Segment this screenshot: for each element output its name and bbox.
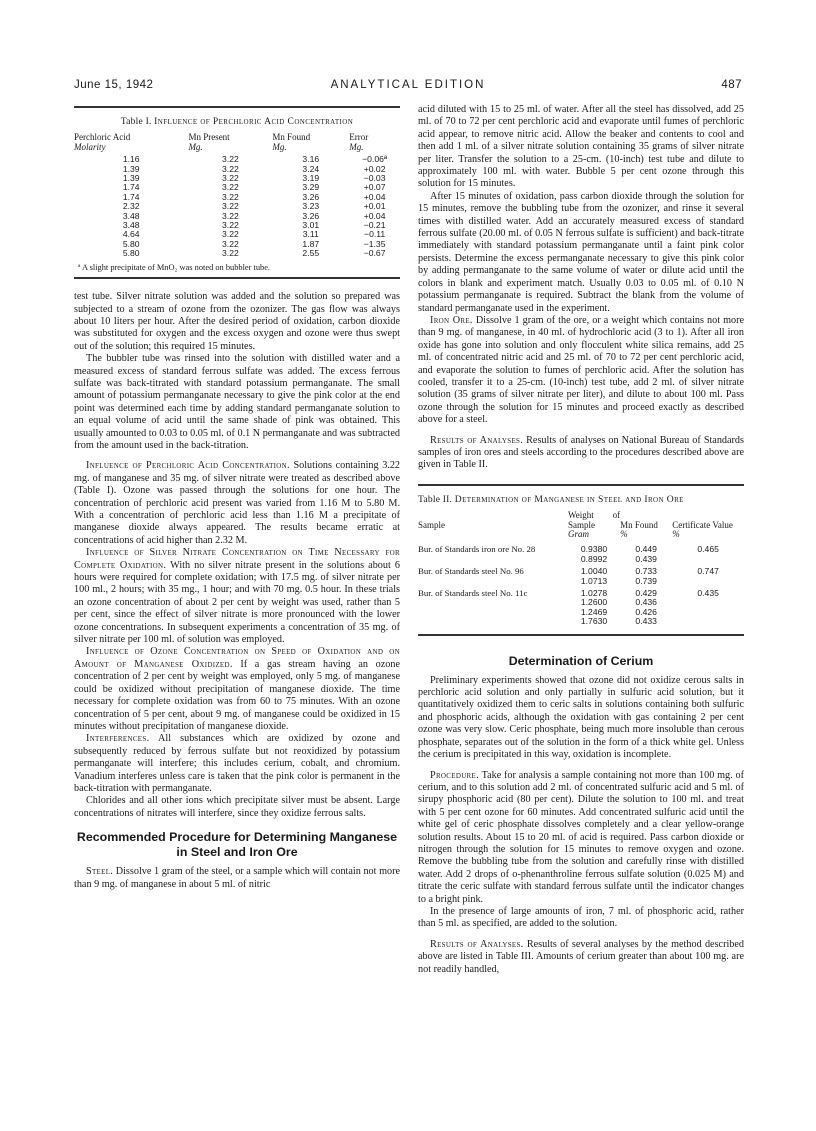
table2-grid [418, 511, 744, 626]
runin-heading: Influence of Perchloric Acid Concentration. [86, 460, 290, 472]
table-row [418, 586, 744, 627]
table1-unit-mg: Mg. [272, 141, 287, 152]
table1 [74, 108, 400, 277]
table1-col-found: Mn Found [272, 132, 311, 143]
paragraph-text: Dissolve 1 gram of the ore, or a weight which contains not more than 9 mg. of manganese, in 40 ml. of hydrochloric acid (3 to 1). After all iron oxide has gone into solution and only flocculent white silica remains, add 25 ml. of concentrated nitric acid and 25 ml. of 70 to 72 per cent perchloric acid, and evaporate the solution to fumes of perchloric acid. After the solution has cooled, transfer it to a 25-cm. (10-inch) test tube, add 2 ml. of silver nitrate solution (35 grams of silver nitrate per liter), and dilute to about 100 ml. Pass ozone through the solution for 15 minutes and proceed exactly as described above for a steel. [418, 314, 744, 426]
table-value: 1.0040 [580, 566, 608, 577]
paragraph [74, 866, 400, 891]
table-value: 0.429 [635, 588, 657, 599]
table2-col-found: Mn Found [620, 519, 658, 530]
table2 [418, 486, 744, 630]
table-cell: 3.22 [222, 220, 239, 231]
table-cell: −0.06ª [362, 154, 388, 165]
table-value: 0.436 [635, 597, 657, 608]
larger-text-block [74, 460, 400, 820]
table-cell [620, 542, 672, 564]
paragraph [74, 733, 400, 795]
runin-heading: Results of Analyses. [430, 938, 524, 950]
table2-unit-blank [418, 530, 568, 542]
runin-heading: Procedure. [430, 769, 479, 781]
table-cell: 0.747 [697, 566, 719, 577]
table-cell: −1.35 [363, 238, 386, 249]
table-cell: 3.11 [302, 229, 319, 240]
table2-caption [418, 494, 744, 506]
table-cell: 3.22 [222, 238, 239, 249]
larger-text-block [418, 675, 744, 762]
table-cell: −0.21 [363, 220, 386, 231]
table-cell: +0.02 [363, 163, 386, 174]
table-value: 0.439 [635, 553, 657, 564]
table2-unit-percent: % [672, 529, 680, 539]
paragraph-text: Dissolve 1 gram of the steel, or a sample which will contain not more than 9 mg. of manganese in about 5 ml. of nitric [74, 866, 401, 890]
table-value: 1.2469 [580, 606, 608, 617]
paragraph: Chlorides and all other ions which precipitate silver must be absent. Large concentrations of nitrates will interfere, since they oxidize ferrous salts. [74, 795, 400, 819]
table-cell: Bur. of Standards steel No. 11c [418, 588, 528, 599]
table1-caption [74, 116, 400, 128]
table1-col-error: Error [349, 132, 369, 143]
paragraph: test tube. Silver nitrate solution was added and the solution so prepared was subjected to a stream of ozone from the ozonizer. The gas flow was always about 10 liters per hour. After the desired period of oxidation, carbon dioxide was substituted for oxygen and the excess oxygen and ozone were thus swept out of the solution; this required 15 minutes. [74, 291, 400, 352]
table-cell: Bur. of Standards steel No. 96 [418, 566, 524, 577]
table-cell: 1.16 [122, 154, 140, 165]
table1-unit-molarity: Molarity [74, 141, 106, 152]
paragraph-text: If a gas stream having an ozone concentration of 2 per cent by weight was employed, only 5 mg. of manganese could be oxidized without precipitation of manganese dioxide. The time necessary for complete oxidation was from 60 to 75 minutes. With an ozone concentration of 5 per cent, about 9 mg. of manganese could be oxidized in 15 minutes without precipitation of manganese dioxide. [74, 658, 400, 732]
table-cell: 0.465 [697, 544, 719, 555]
table-cell: 3.19 [302, 173, 320, 184]
table-cell [568, 586, 620, 627]
table2-col-cert: Certificate Value [672, 519, 733, 530]
paragraph-text: Results of several analyses by the method described above are listed in Table III. Amounts of cerium greater than about 100 mg. are not readily handled, [418, 938, 744, 975]
table-cell: 1.87 [302, 238, 320, 249]
table2-unit-percent: % [620, 529, 628, 539]
table2-bottom-rule [418, 634, 744, 636]
paragraph: acid diluted with 15 to 25 ml. of water. After all the steel has dissolved, add 25 ml. of 70 to 72 per cent perchloric acid and evaporate until fumes of perchloric acid appear, to remove nitric acid. Allow the beaker and contents to cool and then add 1 ml. of a silver nitrate solution containing 35 grams of silver nitrate per liter. Transfer the solution to a 25-cm. (10-inch) test tube and dilute to approximately 100 ml. with water. Bubble 5 per cent ozone through this solution for 15 minutes. [418, 104, 744, 190]
table-cell: 3.22 [222, 163, 239, 174]
table-value: 0.426 [635, 606, 657, 617]
paragraph-text: With no silver nitrate present in the solutions about 6 hours were required for complete oxidation; with 17.5 mg. of silver nitrate per 100 ml., 2 hours; with 35 mg., 1 hour; and with 70 mg. 0.5 hour. In these trials an ozone concentration of about 2 per cent by weight was used, rather than 5 per cent, since the effect of silver nitrate is more pronounced with the lower ozone concentrations. In subsequent experiments a concentration of 35 mg. of silver nitrate per 100 ml. of solution was employed. [74, 559, 400, 646]
table1-col-present: Mn Present [188, 132, 230, 143]
runin-heading: Iron Ore. [430, 314, 473, 326]
table2-col-sample: Sample [418, 519, 445, 530]
table-cell: 3.16 [302, 154, 320, 165]
table-cell: 3.22 [222, 210, 239, 221]
table-cell [568, 564, 620, 586]
table-cell: 1.74 [122, 191, 140, 202]
table-cell: 1.39 [122, 163, 140, 174]
table-value: 1.2600 [580, 597, 608, 608]
table-value: 1.0278 [580, 588, 608, 599]
table-cell: 2.55 [302, 248, 320, 259]
table-cell: 3.48 [122, 220, 140, 231]
table-row [74, 249, 400, 258]
left-column [74, 104, 400, 891]
paragraph [74, 547, 400, 646]
issue-date: June 15, 1942 [74, 79, 154, 91]
table-cell: 3.01 [302, 220, 320, 231]
right-column [418, 104, 744, 976]
table-cell: +0.01 [363, 201, 386, 212]
table-cell: 3.48 [122, 210, 140, 221]
table-cell: 3.22 [222, 248, 239, 259]
table-value: 0.449 [635, 544, 657, 555]
table-cell: 3.22 [222, 229, 239, 240]
table-value: 1.0713 [580, 575, 608, 586]
table-cell: 3.23 [302, 201, 320, 212]
paragraph [418, 770, 744, 906]
table-cell: 3.26 [302, 191, 320, 202]
table-cell: Bur. of Standards iron ore No. 28 [418, 544, 536, 555]
table-cell: 3.29 [302, 182, 320, 193]
page-number: 487 [721, 79, 742, 91]
table-cell: 3.22 [222, 154, 239, 165]
runin-heading: Interferences. [86, 733, 150, 745]
table-cell [620, 586, 672, 627]
paragraph [418, 435, 744, 472]
table-value: 0.9380 [580, 544, 608, 555]
table-cell: 3.22 [222, 173, 239, 184]
runin-heading: Influence of Ozone Concentration on Speed of Oxidation and on Amount of Manganese Oxidized. [74, 646, 400, 670]
table-value: 0.739 [635, 575, 657, 586]
table-cell [620, 564, 672, 586]
table-cell: −0.11 [364, 229, 386, 240]
table1-unit-mg: Mg. [188, 141, 203, 152]
table-cell: 4.64 [122, 229, 140, 240]
table-cell: 3.24 [302, 163, 320, 174]
table2-col-weight: Weight of Sample [567, 510, 621, 530]
table-cell: 1.74 [122, 182, 140, 193]
paragraph: In the presence of large amounts of iron, 7 ml. of phosphoric acid, rather than 5 ml. as specified, are added to the solution. [418, 905, 744, 930]
paragraph-text: Solutions containing 3.22 mg. of manganese and 35 mg. of silver nitrate were treated as described above (Table I). Ozone was passed through the solutions for one hour. The concentration of perchloric acid present was varied from 1.16 M to 5.80 M. With a concentration of perchloric acid less than 1.16 M a precipitate of manganese dioxide always appeared. The results became erratic at concentrations of acid higher than 2.32 M. [74, 460, 401, 546]
table1-col-acid: Perchloric Acid [74, 132, 131, 143]
paragraph [74, 460, 400, 547]
table-cell: 1.39 [122, 173, 140, 184]
runin-heading: Steel. [86, 866, 114, 878]
paragraph: The bubbler tube was rinsed into the solution with distilled water and a measured excess of standard ferrous sulfate was added. The excess ferrous sulfate was back-titrated with standard potassium permanganate. The small amount of potassium permanganate necessary to give the pink color at the end point was determined each time by adding standard permanganate solution to an equal volume of acid until the same shade of pink was obtained. This usually amounted to 0.03 to 0.05 ml. of 0.1 N permanganate and was subtracted from the amount used in the back-titration. [74, 353, 400, 451]
table1-label: Table I. [120, 116, 152, 127]
table-cell: 5.80 [122, 238, 140, 249]
running-header [74, 79, 742, 95]
runin-heading: Influence of Silver Nitrate Concentration on Time Necessary for Complete Oxidation. [74, 547, 400, 571]
paragraph-text: Take for analysis a sample containing not more than 100 mg. of cerium, and to this solution add 2 ml. of concentrated sulfuric acid and 5 ml. of sirupy phosphoric acid (80 per cent). Dilute the solution to 100 ml. and treat with 5 per cent ozone for 60 minutes. Add concentrated sulfuric acid until the white gel of ceric phosphate dissolves completely and a clear yellow-orange solution results. About 15 to 20 ml. of acid is required. Pass carbon dioxide or nitrogen through the solution for 15 minutes to remove oxygen and ozone. Remove the bubbling tube from the solution and carefully rinse with distilled water. Add 2 drops of o-phenanthroline ferrous sulfate solution (0.025 M) and titrate the ceric sulfate with standard ferrous sulfate until the indicator changes to a bright pink. [418, 769, 744, 905]
table-cell: 3.26 [302, 210, 320, 221]
paragraph: After 15 minutes of oxidation, pass carbon dioxide through the solution for 15 minutes, remove the bubbling tube from the ozonizer, and rinse it several times with distilled water. Add an accurately measured excess of standard ferrous sulfate (20.00 ml. of 0.05 N ferrous sulfate is sufficient) and back-titrate immediately with standard potassium permanganate until a faint pink color persists. Determine the excess permanganate necessary to give this pink color by adding permanganate to the same volume of water or dilute acid until the colors in blank and experiment match. Usually 0.03 to 0.05 ml. of 0.10 N potassium permanganate is required. Subtract the blank from the volume of standard permanganate used in the experiment. [418, 190, 744, 314]
table1-title: Influence of Perchloric Acid Concentration [154, 116, 354, 127]
table2-title: Determination of Manganese in Steel and Iron Ore [454, 493, 684, 505]
paragraph-text: Results of analyses on National Bureau of Standards samples of iron ores and steels according to the procedures described above are given in Table II. [418, 434, 744, 471]
table2-unit-gram: Gram [567, 529, 589, 539]
table-value: 0.733 [635, 566, 657, 577]
table2-label: Table II. [418, 493, 453, 505]
section-heading-cerium: Determination of Cerium [508, 653, 654, 668]
runin-heading: Results of Analyses. [430, 434, 524, 446]
table-cell: 0.435 [697, 588, 719, 599]
journal-title: ANALYTICAL EDITION [330, 79, 486, 91]
table-cell: 2.32 [122, 201, 140, 212]
section-heading-manganese-procedure: Recommended Procedure for Determining Manganese in Steel and Iron Ore [76, 830, 398, 860]
paragraph: Preliminary experiments showed that ozone did not oxidize cerous salts in perchloric acid solution and only partially in sulfuric acid solution, but it quantitatively oxidized them to ceric salts in solutions containing both sulfuric and phosphoric acids, although the oxidation with gas containing 2 per cent ozone was very slow. Ceric phosphate, being much more insoluble than cerous phosphate, separates out of the solution in the form of a thick white gel. Unless the cerium is precipitated in this way, oxidation is incomplete. [418, 674, 744, 761]
table-cell: 3.22 [222, 182, 239, 193]
table-cell: −0.03 [363, 173, 386, 184]
table-row [418, 542, 744, 564]
table-cell [568, 542, 620, 564]
table-cell: 5.80 [122, 248, 140, 259]
table-row [418, 564, 744, 586]
table-value: 1.7630 [580, 616, 608, 627]
paragraph [74, 646, 400, 733]
paragraph-text: All substances which are oxidized by ozone and subsequently reduced by ferrous sulfate but not reoxidized by potassium permanganate will interfere; this includes cerium, cobalt, and chromium. Vanadium interferes unless care is taken that the pink color is permanent in the back-titration with permanganate. [74, 733, 401, 794]
table-cell: 3.22 [222, 201, 239, 212]
table-cell: +0.04 [363, 191, 386, 202]
larger-text-block [418, 435, 744, 472]
paragraph [418, 315, 744, 427]
table-cell: +0.07 [363, 182, 386, 193]
table-cell: −0.67 [363, 248, 386, 259]
table1-unit-mg: Mg. [349, 141, 364, 152]
table-cell: +0.04 [363, 210, 386, 221]
paragraph [418, 939, 744, 976]
table1-footnote: ª A slight precipitate of MnO₂ was noted on bubbler tube. [78, 262, 271, 272]
table1-grid [74, 133, 400, 258]
table-value: 0.433 [635, 616, 657, 627]
table-value: 0.8992 [580, 553, 608, 564]
table-cell: 3.22 [222, 191, 239, 202]
larger-text-block [418, 939, 744, 976]
